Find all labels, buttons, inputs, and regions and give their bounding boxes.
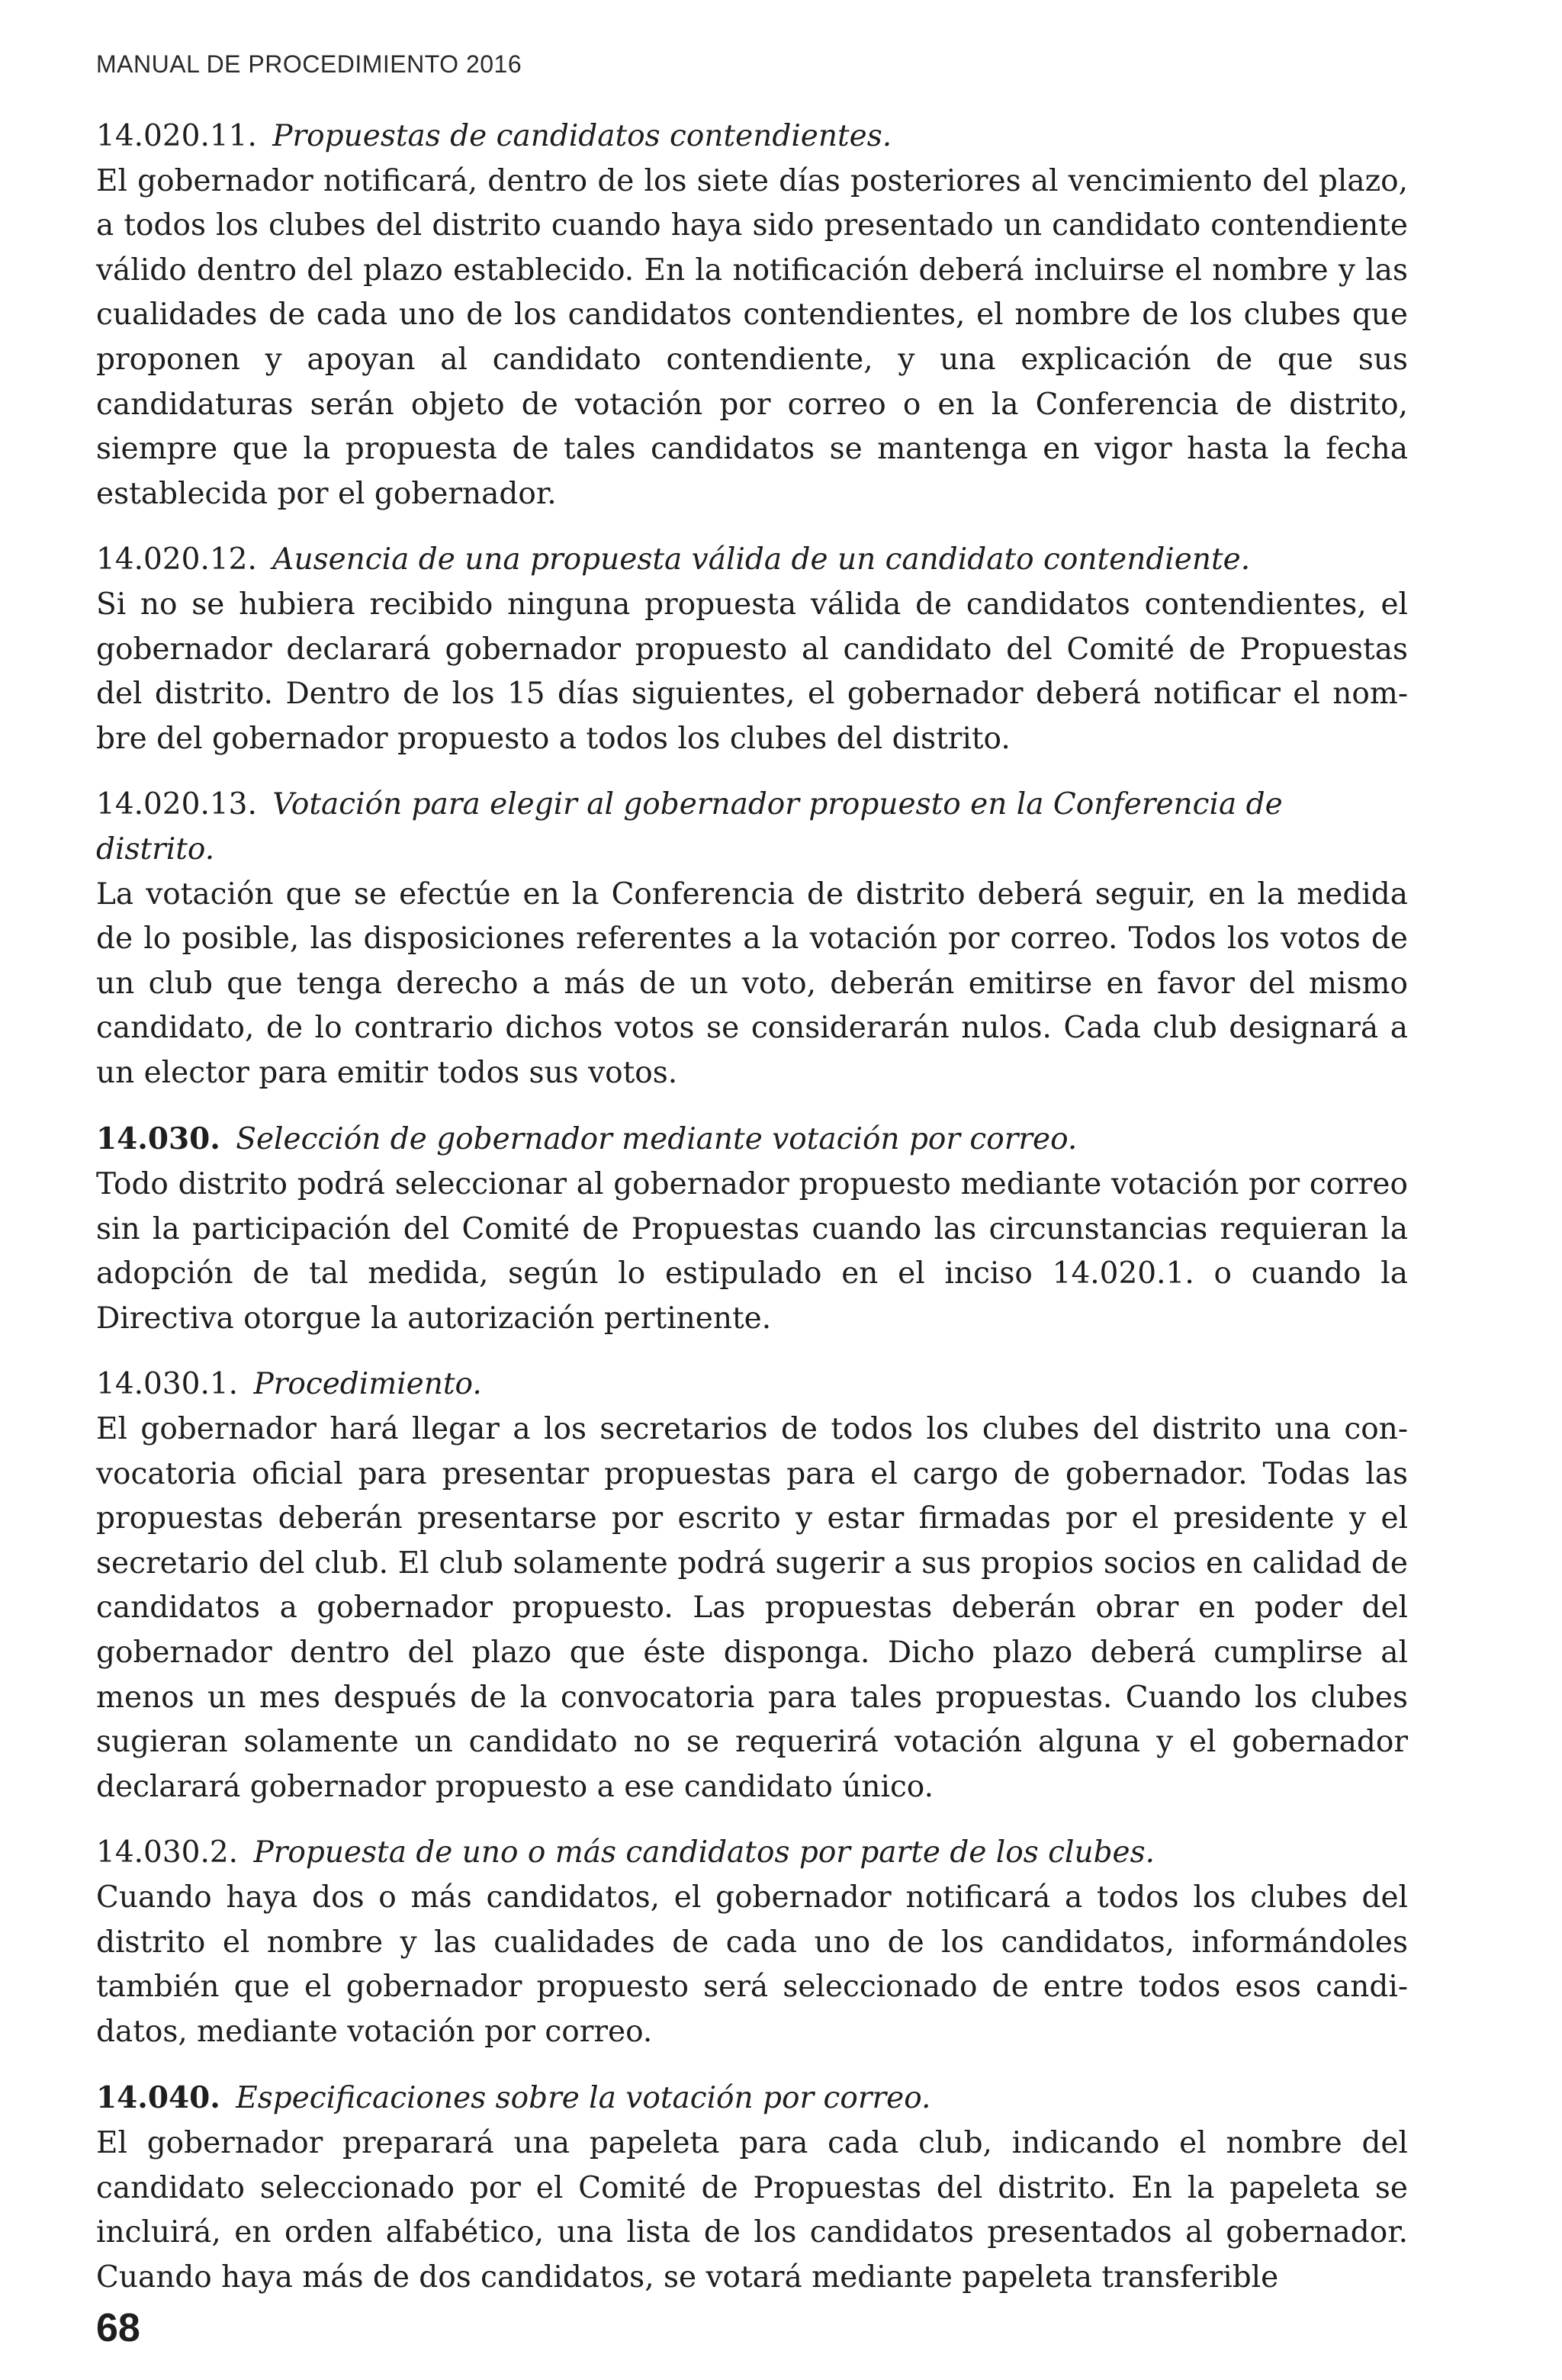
section-title: Votación para elegir al gobernador propuesto en la Conferencia de distrito.: [96, 787, 1283, 867]
section-14-030: [96, 1117, 1408, 1341]
section-heading: [96, 538, 1408, 583]
section-body: La votación que se efectúe en la Conferencia de distrito deberá seguir, en la medida de lo posible, las disposiciones referentes a la votación por correo. Todos los votos de un club que tenga derecho a más de un voto, deberán emitirse en favor del mismo candidato, de lo contrario dichos votos se considerarán nulos. Cada club designará a un elector para emitir todos sus votos.: [96, 876, 1408, 1090]
section-14-020-13: [96, 783, 1408, 1095]
section-title: Propuestas de candidatos contendientes.: [272, 119, 892, 153]
section-14-030-1: [96, 1362, 1408, 1809]
section-heading: [96, 2076, 1408, 2121]
section-title: Procedimiento.: [253, 1367, 482, 1402]
section-title: Selección de gobernador mediante votación por correo.: [236, 1122, 1078, 1157]
section-14-020-11: [96, 114, 1408, 516]
section-body: El gobernador hará llegar a los secretarios de todos los clubes del distrito una convocatoria oficial para presentar propuestas para el cargo de gobernador. Todas las propuestas deberán presentarse por escrito y estar firmadas por el presidente y el secretario del club. El club solamente podrá sugerir a sus propios socios en calidad de candidatos a gobernador propuesto. Las propuestas deberán obrar en poder del gobernador dentro del plazo que éste disponga. Dicho plazo deberá cumplirse al menos un mes después de la convocatoria para tales propuestas. Cuando los clubes sugieran solamente un candidato no se requerirá votación alguna y el gobernador declarará gobernador propuesto a ese candidato único.: [96, 1412, 1408, 1804]
section-heading: [96, 114, 1408, 159]
section-number: 14.040.: [96, 2080, 220, 2116]
section-body: El gobernador preparará una papeleta para cada club, indicando el nombre del candidato seleccionado por el Comité de Propuestas del distrito. En la papeleta se incluirá, en orden alfabético, una lista de los candidatos presentados al gobernador. Cuando haya más de dos candidatos, se votará mediante papeleta transferible: [96, 2125, 1408, 2295]
section-heading: [96, 1362, 1408, 1407]
section-heading: [96, 1117, 1408, 1163]
section-number: 14.030.2.: [96, 1835, 239, 1870]
page-number: 68: [96, 2306, 140, 2350]
section-number: 14.020.11.: [96, 119, 257, 153]
section-body: Si no se hubiera recibido ninguna propuesta válida de candidatos contendientes, el gobernador declarará gobernador propuesto al candidato del Comité de Propuestas del distrito. Dentro de los 15 días siguientes, el gobernador deberá notificar el nombre del gobernador propuesto a todos los clubes del distrito.: [96, 587, 1408, 756]
running-header: MANUAL DE PROCEDIMIENTO 2016: [96, 50, 522, 78]
section-number: 14.030.1.: [96, 1367, 239, 1402]
section-heading: [96, 783, 1408, 872]
section-title: Propuesta de uno o más candidatos por parte de los clubes.: [253, 1835, 1155, 1870]
section-number: 14.020.12.: [96, 542, 257, 577]
section-title: Ausencia de una propuesta válida de un candidato contendiente.: [272, 542, 1251, 577]
section-heading: [96, 1831, 1408, 1876]
section-14-030-2: [96, 1831, 1408, 2054]
section-number: 14.030.: [96, 1121, 220, 1157]
page-content: [96, 114, 1408, 2321]
section-title: Especificaciones sobre la votación por correo.: [236, 2081, 931, 2116]
section-14-040: [96, 2076, 1408, 2300]
section-number: 14.020.13.: [96, 787, 257, 822]
section-body: Cuando haya dos o más candidatos, el gobernador notificará a todos los clubes del distrito el nombre y las cualidades de cada uno de los candidatos, informándoles también que el gobernador propuesto será seleccionado de entre todos esos candidatos, mediante votación por correo.: [96, 1880, 1408, 2049]
section-14-020-12: [96, 538, 1408, 761]
section-body: Todo distrito podrá seleccionar al gobernador propuesto mediante votación por correo sin la participación del Comité de Propuestas cuando las circunstancias requieran la adopción de tal medida, según lo estipulado en el inciso 14.020.1. o cuando la Directiva otorgue la autorización pertinente.: [96, 1167, 1408, 1336]
section-body: El gobernador notificará, dentro de los siete días posteriores al vencimiento del plazo, a todos los clubes del distrito cuando haya sido presentado un candidato contendiente válido dentro del plazo establecido. En la notificación deberá incluirse el nombre y las cualidades de cada uno de los candidatos contendientes, el nombre de los clubes que proponen y apoyan al candidato contendiente, y una explicación de que sus candidaturas serán objeto de votación por correo o en la Conferencia de distrito, siempre que la propuesta de tales candidatos se mantenga en vigor hasta la fecha establecida por el gobernador.: [96, 163, 1408, 511]
